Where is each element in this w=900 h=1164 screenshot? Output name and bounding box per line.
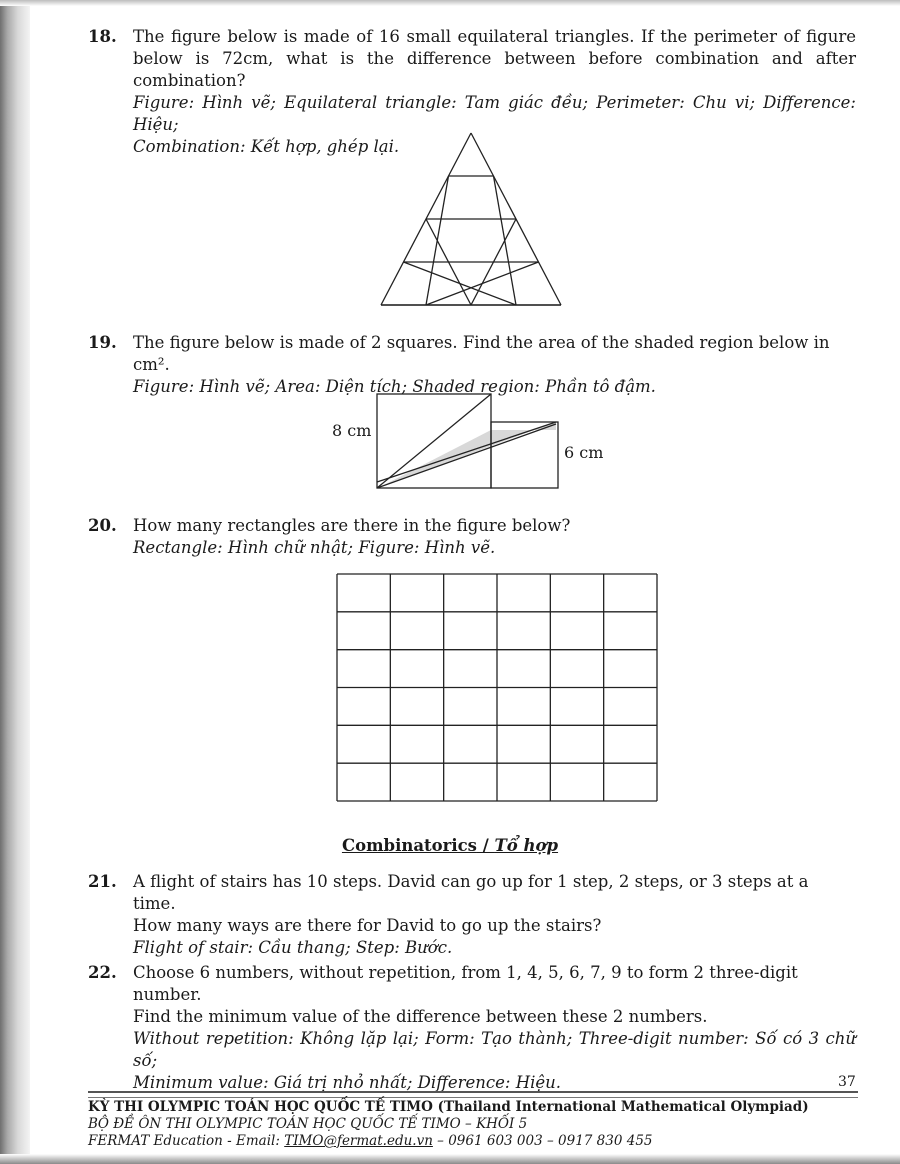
problem-text-line: Find the minimum value of the difference between these 2 numbers. [133,1007,708,1026]
gloss-line: Figure: Hình vẽ; Area: Diện tích; Shaded region: Phần tô đậm. [133,377,656,396]
triangle-line [426,262,539,305]
problem-number: 18. [88,27,117,46]
gloss-line: Figure: Hình vẽ; Equilateral triangle: Tam giác đều; Perimeter: Chu vi; Difference: Hiệu; [133,93,856,134]
problem-text-line: The figure below is made of 16 small equilateral triangles. If the perimeter of figure [133,27,856,46]
label-6cm: 6 cm [564,443,604,462]
problem-text-line: Choose 6 numbers, without repetition, from 1, 4, 5, 6, 7, 9 to form 2 three-digit number. [133,963,798,1004]
footer-line-2: BỘ ĐỀ ÔN THI OLYMPIC TOÁN HỌC QUỐC TẾ TIMO – KHỐI 5 [88,1116,528,1132]
triangle-grid-lines [381,133,561,305]
problem-text-line: How many rectangles are there in the figure below? [133,516,571,535]
problem-number: 21. [88,872,117,891]
problem-text-line: The figure below is made of 2 squares. Find the area of the shaded region below in cm². [133,333,830,374]
footer-email-link[interactable]: TIMO@fermat.edu.vn [284,1133,433,1149]
label-8cm: 8 cm [332,421,372,440]
problem-number: 20. [88,516,117,535]
rectangle-grid-figure [334,570,662,806]
problem-text-line: How many ways are there for David to go up the stairs? [133,916,602,935]
page-number: 37 [838,1074,856,1090]
gloss-line: Without repetition: Không lặp lại; Form: Tạo thành; Three-digit number: Số có 3 chữ số; [133,1029,856,1070]
gloss-line: Combination: Kết hợp, ghép lại. [133,137,400,156]
grid-lines [337,574,657,801]
triangle-figure [378,130,564,308]
footer-line-3 [88,1133,868,1150]
footer-phones: – 0961 603 003 – 0917 830 455 [432,1133,653,1149]
diagonal-line [377,424,556,488]
footer-divider [88,1091,858,1098]
gloss-line: Minimum value: Giá trị nhỏ nhất; Difference: Hiệu. [133,1073,562,1092]
footer-line-1: KỲ THI OLYMPIC TOÁN HỌC QUỐC TẾ TIMO (Thailand International Mathematical Olympiad) [88,1099,809,1115]
section-title-separator: / [476,836,495,855]
problem-text-line: below is 72cm, what is the difference between before combination and after [133,49,856,68]
two-squares-figure [326,384,616,496]
gloss-line: Flight of stair: Cầu thang; Step: Bước. [133,938,453,957]
footer-org: FERMAT Education - Email: [88,1133,285,1149]
page-footer [88,1099,868,1150]
problem-text-line: A flight of stairs has 10 steps. David can go up for 1 step, 2 steps, or 3 steps at a time. [133,872,809,913]
triangle-line [404,262,517,305]
diagonal-line [377,422,556,482]
problem-number: 19. [88,333,117,352]
problem-number: 22. [88,963,117,982]
section-title-vn: Tổ hợp [494,836,559,855]
gloss-line: Rectangle: Hình chữ nhật; Figure: Hình vẽ. [133,538,496,557]
section-title [0,836,900,855]
section-title-en: Combinatorics [341,836,477,855]
problem-text-line: combination? [133,71,246,90]
